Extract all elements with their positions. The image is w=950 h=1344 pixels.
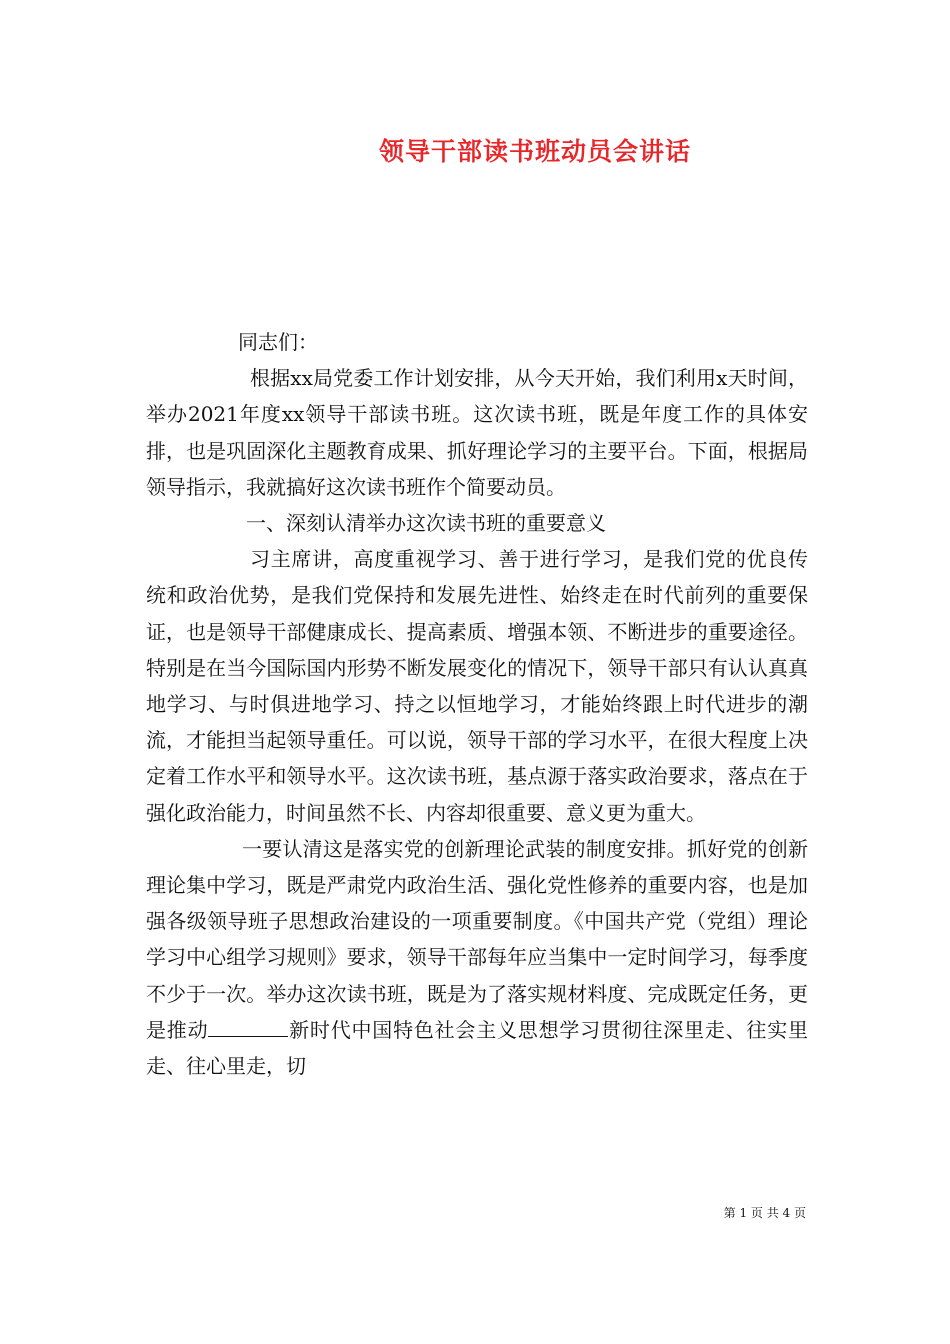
greeting-paragraph: 同志们： xyxy=(238,330,318,354)
document-title: 领导干部读书班动员会讲话 xyxy=(378,137,691,166)
paragraph-text-before-blank: 一要认清这是落实党的创新理论武装的制度安排。抓好党的创新理论集中学习，既是严肃党内政治生活、强化党性修养的重要内容，也是加强各级领导班子思想政治建设的一项重要制度。《中国共产党（党组）理论学习中心组学习规则》要求，领导干部每年应当集中一定时间学习，每季度不少于一次。举办这次读书班，既是为了落实规材料度、完成既定任务，更是推动 xyxy=(146,836,808,1042)
body-paragraph: 习主席讲，高度重视学习、善于进行学习，是我们党的优良传统和政治优势，是我们党保持和发展先进性、始终走在时代前列的重要保证，也是领导干部健康成长、提高素质、增强本领、不断进步的重要途径。特别是在当今国际国内形势不断发展变化的情况下，领导干部只有认认真真地学习、与时俱进地学习、持之以恒地学习，才能始终跟上时代进步的潮流，才能担当起领导重任。可以说，领导干部的学习水平，在很大程度上决定着工作水平和领导水平。这次读书班，基点源于落实政治要求，落点在于强化政治能力，时间虽然不长、内容却很重要、意义更为重大。 xyxy=(146,547,808,825)
paragraph-text-after-blank: 新时代中国特色社会主义思想学习贯彻往深里走、往实里走、往心里走，切 xyxy=(146,1017,809,1079)
intro-paragraph: 根据xx局党委工作计划安排，从今天开始，我们利用x天时间，举办2021年度xx领导干部读书班。这次读书班，既是年度工作的具体安排，也是巩固深化主题教育成果、抓好理论学习的主要平台。下面，根据局领导指示，我就搞好这次读书班作个简要动员。 xyxy=(146,366,808,499)
document-body xyxy=(146,324,808,1084)
section-heading: 一、深刻认清举办这次读书班的重要意义 xyxy=(246,511,606,536)
body-paragraph-with-blank xyxy=(146,831,808,1084)
fill-in-blank xyxy=(208,1018,288,1037)
page-number: 第 1 页 共 4 页 xyxy=(723,1206,806,1220)
